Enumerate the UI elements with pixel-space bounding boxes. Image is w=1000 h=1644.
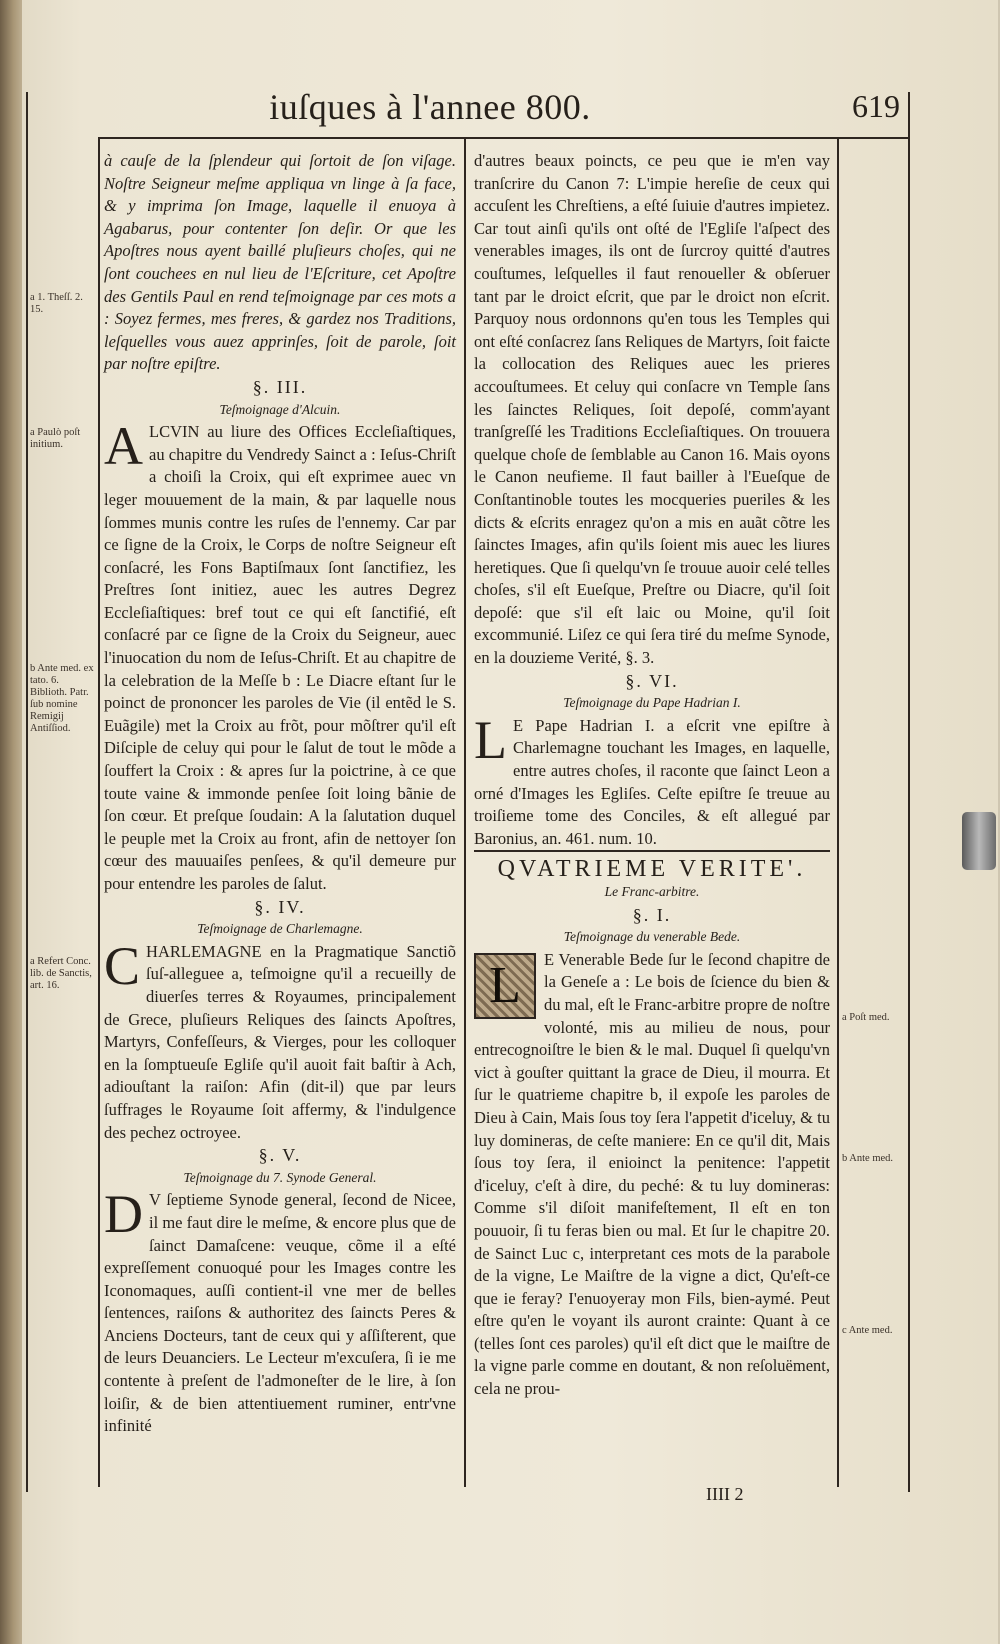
- margin-note-paulo: a Paulò poſt initium.: [30, 427, 81, 450]
- left-column: [104, 150, 456, 1438]
- paragraph-continuation: à cauſe de la ſplendeur qui ſortoit de ſon viſage. Noſtre Seigneur meſme appliqua vn linge à ſa face, & y imprima ſon Image, laquelle il enuoya à Agabarus, pour contenter ſon deſir. Or que les Apoſtres nous ayent baillé pluſieurs choſes, qui ne ſont couchees en nul lieu de l'Eſcriture, cet Apoſtre des Gentils Paul en rend teſmoignage par ces mots a : Soyez fermes, mes freres, & gardez nos Traditions, leſquelles vous auez apprinſes, ſoit de parole, ſoit par noſtre epiſtre.: [104, 151, 456, 374]
- ornate-initial-l: L: [474, 953, 536, 1019]
- section-subtitle-4: Teſmoignage de Charlemagne.: [197, 921, 363, 937]
- paragraph-charlemagne: [104, 935, 456, 1144]
- margin-note-c-ante-med: c Ante med.: [842, 1325, 893, 1336]
- frame-rule-right: [837, 137, 839, 1487]
- frame-rule-left: [98, 137, 100, 1487]
- section-subtitle-6: Teſmoignage du Pape Hadrian I.: [563, 695, 741, 711]
- margin-note-refert: a Refert Conc. lib. de Sanctis, art. 16.: [30, 956, 92, 991]
- right-column: [474, 150, 830, 1401]
- paragraph-alcuin: [104, 416, 456, 895]
- drop-cap-l: L: [474, 709, 507, 770]
- paragraph-bede: [474, 949, 830, 1401]
- page-number: 619: [852, 88, 900, 124]
- section-subtitle-3: Teſmoignage d'Alcuin.: [219, 401, 341, 417]
- section-heading-3: §. III.: [252, 376, 308, 397]
- section-heading-5: §. V.: [258, 1145, 302, 1166]
- paragraph-alcuin-text: LCVIN au liure des Offices Eccleſiaſtiques, au chapitre du Vendredy Sainct a : Ieſus-Chriſt a choiſi la Croix, qui eſt exprimee auec vn leger mouuement de la main, & par laquelle nous ſommes munis contre les ruſes de l'ennemy. Car par ce ſigne de la Croix, le Corps de noſtre Seigneur eſt conſacré, les Fons Baptiſmaux ſont ſanctifiez, les Preſtres ſont initiez, auec les autres Degrez Eccleſiaſtiques: bref tout ce qui eſt ſanctifié, eſt conſacré par ce ſigne de la Croix du Seigneur, auec l'inuocation du nom de Ieſus-Chriſt. Et au chapitre de la celebration de la Meſſe b : Le Diacre eſtant ſur le poinct de prononcer les paroles de Vie (il entẽd le S. Euãgile) met la Croix au frõt, pour mõſtrer qu'il eſt Diſciple de celuy qui pour le ſalut de tout le mõde a ſouffert la Croix : & apres ſur la poictrine, à ce que toute vaine & immonde penſee ſoit loing bãnie de ſon cœur. Et preſque ſoudain: A la ſalutation duquel le peuple met la Croix au front, afin de nettoyer ſon cœur des mauuaiſes penſees, & qu'il demeure pur pour entendre les paroles de ſalut.: [104, 422, 456, 893]
- section-subtitle-5: Teſmoignage du 7. Synode General.: [183, 1169, 377, 1185]
- drop-cap-c: C: [104, 935, 141, 996]
- section-heading-1: §. I.: [632, 904, 672, 925]
- paragraph-bede-text: E Venerable Bede ſur le ſecond chapitre de la Geneſe a : Le bois de ſcience du bien & du mal, eſt le Franc-arbitre propre de noſtre volonté, mis au milieu de nous, pour entrecognoiſtre le bien & le mal. Duquel ſi quelqu'vn vict à gouſter quittant la grace de Dieu, il mourra. Et ſur le quatrieme chapitre b, il expoſe les paroles de Dieu à Cain, Mais ſous toy ſera l'appetit d'iceluy, & tu luy domineras, de ceſte maniere: En ce qu'il dit, Mais ſous toy ſera, il enioinct la penitence: l'appetit d'iceluy, c'eſt à dire, du peché: & tu luy domineras: Comme s'il diſoit manifeſtement, Il eſt en ton pouuoir, ſi tu feras bien ou mal. Et ſur le chapitre 20. de Sainct Luc c, interpretant ces mots de la parabole de la vigne, Le Maiſtre de la vigne a dict, Qu'eſt-ce que ie feray? I'enuoyeray mon Fils, bien-aymé. Peut eſtre qu'en le voyant ils auront crainte: Quant à ce (telles ſont ces paroles) qu'il eſt dict que le maiſtre de la vigne parle comme en doutant, & non reſoluëment, cela ne prou-: [474, 949, 830, 1399]
- chapter-subtitle: Le Franc-arbitre.: [604, 884, 700, 899]
- drop-cap-a: A: [104, 416, 143, 477]
- paragraph-hadrian-text: E Pape Hadrian I. a eſcrit vne epiſtre à Charlemagne touchant les Images, en laquelle, entre autres choſes, il raconte que ſainct Leon a orné d'Images les Egliſes. Ceſte epiſtre ſe treuue au troiſieme tome des Conciles, & eſt allegué par Baronius, an. 461. num. 10.: [474, 715, 830, 848]
- paragraph-hadrian: [474, 709, 830, 851]
- frame-rule-top: [98, 137, 910, 139]
- paragraph-synode-text: V ſeptieme Synode general, ſecond de Nicee, il me faut dire le meſme, & encore plus que de ſainct Damaſcene: veuque, cõme il a eſté expreſſement conuoqué pour les Images contre les Iconomaques, auſſi contient-il vne mer de belles ſentences, raiſons & authoritez des ſaincts Peres & Anciens Docteurs, tant de ceux qui y aſſiſterent, que de leurs Deuanciers. Le Lecteur m'excuſera, ſi ie me contente à preſent de l'admoneſter de le lire, à ſon loiſir, & de bien attentiuement ruminer, entr'vne infinité: [104, 1190, 456, 1436]
- paragraph-charlemagne-text: HARLEMAGNE en la Pragmatique Sanctiõ ſuſ-alleguee a, teſmoigne qu'il a recueilly de diuerſes terres & Royaumes, principalement de Grece, pluſieurs Reliques des ſaincts Apoſtres, Martyrs, Confeſſeurs, & Vierges, pour les colloquer en la ſomptueuſe Egliſe qu'il auoit fait baſtir à Ach, adiouſtant la raiſon: Afin (dit-il) que par leurs ſuffrages le Royaume ſoit affermy, & l'indulgence des pechez octroyee.: [104, 941, 456, 1142]
- section-subtitle-1: Teſmoignage du venerable Bede.: [563, 929, 741, 945]
- frame-rule-left-outer: [26, 92, 28, 1492]
- drop-cap-d: D: [104, 1184, 143, 1245]
- frame-rule-right-outer: [908, 92, 910, 1492]
- section-heading-6: §. VI.: [625, 670, 679, 691]
- margin-note-post-med: a Poſt med.: [842, 1012, 890, 1023]
- chapter-title: QVATRIEME VERITE'.: [474, 850, 830, 881]
- margin-note-thess: a 1. Theſſ. 2. 15.: [30, 292, 83, 315]
- margin-note-b-ante-med: b Ante med.: [842, 1153, 894, 1164]
- paragraph-canon: d'autres beaux poincts, ce peu que ie m'en vay tranſcrire du Canon 7: L'impie hereſie de ceux qui accuſent les Chreſtiens, a eſté ſuiuie d'autres impietez. Car tout ainſi qu'ils ont oſté de l'Egliſe l'aſpect des venerables images, ils ont de ſurcroy quitté d'autres couſtumes, leſquelles il faut renoueller & obſeruer tant par le droict eſcrit, que par le droict non eſcrit. Parquoy nous ordonnons qu'en tous les Temples qui ont eſté conſacrez ſans Reliques de Martyrs, ſoit faicte la collocation des Reliques auec les prieres accouſtumees. Et celuy qui conſacre vn Temple ſans les ſainctes Reliques, ſoit depoſé, comm'ayant tranſgreſſé les Traditions Eccleſiaſtiques. On trouuera quelque choſe de ſemblable au Canon 16. Mais oyons le Canon neufieme. Il faut bailler à l'Eueſque de Conſtantinoble toutes les mocqueries pueriles & les dicts & eſcrits enragez qu'on a mis en auãt cõtre les ſainctes Images, afin qu'ils ſoient mis auec les liures heretiques. Que ſi quelqu'vn ſe trouue auoir celé telles choſes, s'il eſt Eueſque, Preſtre ou Diacre, qu'il ſoit depoſé: que s'il eſt laic ou Moine, qu'il ſoit excommunié. Liſez ce qui ſera tiré du meſme Synode, en la douzieme Verité, §. 3.: [474, 151, 830, 668]
- section-heading-4: §. IV.: [254, 896, 306, 917]
- signature-mark: IIII 2: [706, 1484, 744, 1504]
- column-divider: [464, 137, 466, 1487]
- running-head: iuſques à l'annee 800.: [269, 87, 591, 127]
- margin-note-ante-med: b Ante med. ex tato. 6. Biblioth. Patr. ſub nomine Remigij Antiſſiod.: [30, 663, 94, 734]
- paragraph-synode: [104, 1184, 456, 1438]
- page-clip: [962, 812, 996, 870]
